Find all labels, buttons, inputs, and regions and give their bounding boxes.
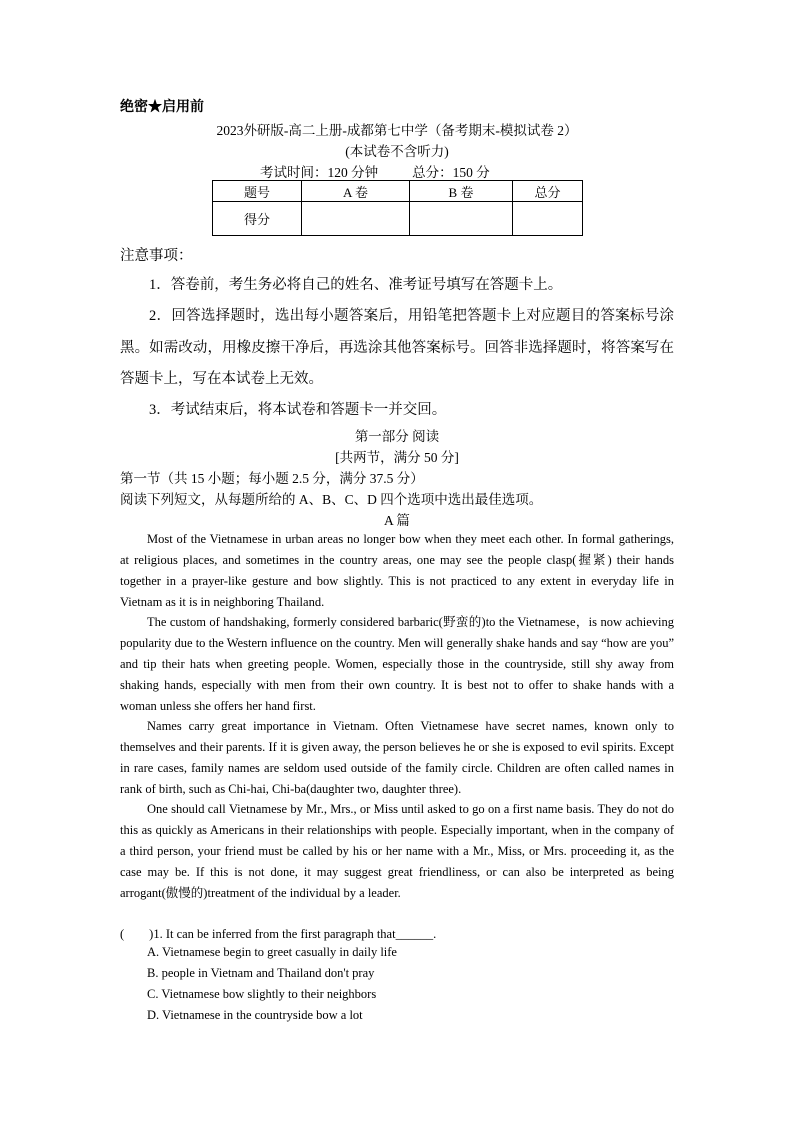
secret-mark: 绝密★启用前	[120, 100, 204, 115]
score-cell-a	[302, 202, 410, 236]
score-header-qno: 题号	[213, 181, 302, 202]
passage-label: A 篇	[384, 513, 410, 528]
part-subtitle: [共两节，满分 50 分]	[335, 450, 459, 465]
question-option-b: B. people in Vietnam and Thailand don't pray	[147, 966, 375, 980]
notes-heading: 注意事项：	[120, 248, 193, 264]
exam-title: 2023外研版-高二上册-成都第七中学（备考期末-模拟试卷 2）	[216, 123, 578, 138]
note-item: 1．答卷前，考生务必将自己的姓名、准考证号填写在答题卡上。	[149, 277, 563, 293]
score-row-label: 得分	[213, 202, 302, 236]
score-header-b: B 卷	[410, 181, 513, 202]
question-option-c: C. Vietnamese bow slightly to their neighbors	[147, 987, 377, 1001]
question-option-a: A. Vietnamese begin to greet casually in daily life	[147, 945, 397, 959]
exam-subtitle: (本试卷不含听力)	[345, 144, 449, 159]
part-title: 第一部分 阅读	[354, 429, 440, 444]
passage-paragraph: The custom of handshaking, formerly considered barbaric(野蛮的)to the Vietnamese，is now achieving popularity due to the Western influence on the country. Men will generally shake hands and say “how are you” and tip their hats when greeting people. Women, especially those in the countryside, still shy away from shaking hands, especially with men from their own country. It is best not to offer to shake hands with a woman unless she offers her hand first.	[120, 615, 674, 713]
exam-total: 总分：150 分	[412, 165, 490, 180]
score-cell-b	[410, 202, 513, 236]
question-option-d: D. Vietnamese in the countryside bow a lot	[147, 1008, 363, 1022]
score-header-a: A 卷	[302, 181, 410, 202]
score-header-total: 总分	[513, 181, 583, 202]
score-cell-total	[513, 202, 583, 236]
passage-paragraph: Names carry great importance in Vietnam. Often Vietnamese have secret names, known only to themselves and their parents. If it is given away, the person believes he or she is exposed to evil spirits. Except in rare cases, family names are seldom used outside of the family circle. Children are often called names in rank of birth, such as Chi-hai, Chi-ba(daughter two, daughter three).	[120, 719, 674, 796]
section-instruction: 阅读下列短文，从每题所给的 A、B、C、D 四个选项中选出最佳选项。	[120, 492, 543, 507]
exam-time: 考试时间：120 分钟	[260, 165, 379, 180]
passage-paragraph: Most of the Vietnamese in urban areas no longer bow when they meet each other. In formal gatherings, at religious places, and sometimes in the country areas, one may see the people clasp(握紧) their hands together in a prayer-like gesture and bow slightly. This is not practiced to any extent in everyday life in Vietnam as it is in neighboring Thailand.	[120, 532, 674, 609]
question-stem: ( )1. It can be inferred from the first paragraph that______.	[120, 927, 437, 941]
section-heading: 第一节（共 15 小题；每小题 2.5 分，满分 37.5 分）	[120, 471, 424, 486]
note-item: 2．回答选择题时，选出每小题答案后，用铅笔把答题卡上对应题目的答案标号涂黑。如需改动，用橡皮擦干净后，再选涂其他答案标号。回答非选择题时，将答案写在答题卡上，写在本试卷上无效。	[120, 308, 674, 387]
exam-time-total	[260, 161, 560, 181]
passage-paragraph: One should call Vietnamese by Mr., Mrs., or Miss until asked to go on a first name basis. They do not do this as quickly as Americans in their relationships with people. Especially important, when in the company of a third person, your friend must be called by his or her name with a Mr., Miss, or Mrs. proceeding it, as the case may be. If this is not done, it may suggest great friendliness, or can also be interpreted as being arrogant(傲慢的)treatment of the individual by a leader.	[120, 802, 674, 900]
score-table	[212, 180, 583, 236]
note-item: 3．考试结束后，将本试卷和答题卡一并交回。	[149, 402, 447, 418]
